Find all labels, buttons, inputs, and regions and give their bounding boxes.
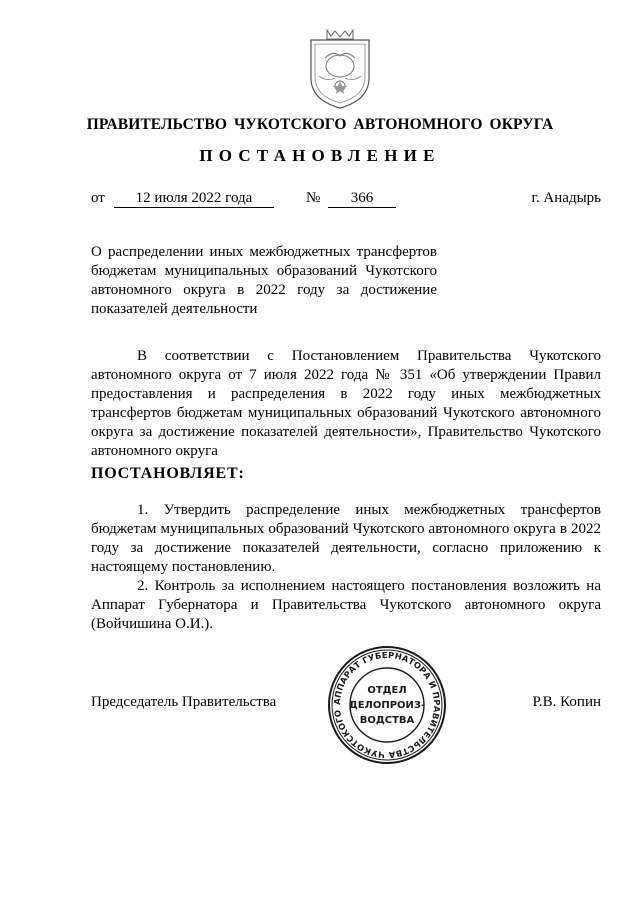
document-place: г. Анадырь	[531, 190, 601, 206]
seal-ring-text: АППАРАТ ГУБЕРНАТОРА И ПРАВИТЕЛЬСТВА ЧУКОТСКОГО	[331, 649, 443, 761]
organization-name: ПРАВИТЕЛЬСТВО ЧУКОТСКОГО АВТОНОМНОГО ОКРУГА	[86, 116, 554, 133]
document-number: 366	[328, 190, 396, 208]
decree-item-1: 1. Утвердить распределение иных межбюджетных трансфертов бюджетам муниципальных образований Чукотского автономного округа в 2022 году за достижение показателей деятельности, согласно приложению к настоящему постановлению.	[91, 502, 601, 575]
signatory-position: Председатель Правительства	[91, 694, 277, 710]
number-prefix: №	[306, 190, 321, 206]
official-seal-stamp	[327, 645, 447, 765]
preamble-paragraph: В соответствии с Постановлением Правительства Чукотского автономного округа от 7 июля 2022 года № 351 «Об утверждении Правил предоставления и распределения в 2022 году иных межбюджетных трансфертов бюджетам муниципальных образований Чукотского автономного округа за достижение показателей деятельности», Правительство Чукотского автономного округа	[91, 348, 601, 459]
decree-item-2: 2. Контроль за исполнением настоящего постановления возложить на Аппарат Губернатора и Правительства Чукотского автономного округа (Войчишина О.И.).	[91, 578, 601, 632]
resolves-heading: ПОСТАНОВЛЯЕТ:	[91, 465, 245, 482]
signatory-name: Р.В. Копин	[532, 694, 601, 710]
seal-center-line-2: ДЕЛОПРОИЗ-	[348, 700, 426, 711]
seal-center-line-1: ОТДЕЛ	[367, 685, 407, 696]
document-subject: О распределении иных межбюджетных трансфертов бюджетам муниципальных образований Чукотского автономного округа в 2022 году за достижение показателей деятельности	[91, 244, 437, 317]
document-type-title: ПОСТАНОВЛЕНИЕ	[199, 146, 441, 165]
document-date: 12 июля 2022 года	[114, 190, 274, 208]
date-prefix: от	[91, 190, 105, 206]
seal-center-line-3: ВОДСТВА	[359, 715, 415, 726]
coat-of-arms-emblem	[305, 26, 375, 110]
